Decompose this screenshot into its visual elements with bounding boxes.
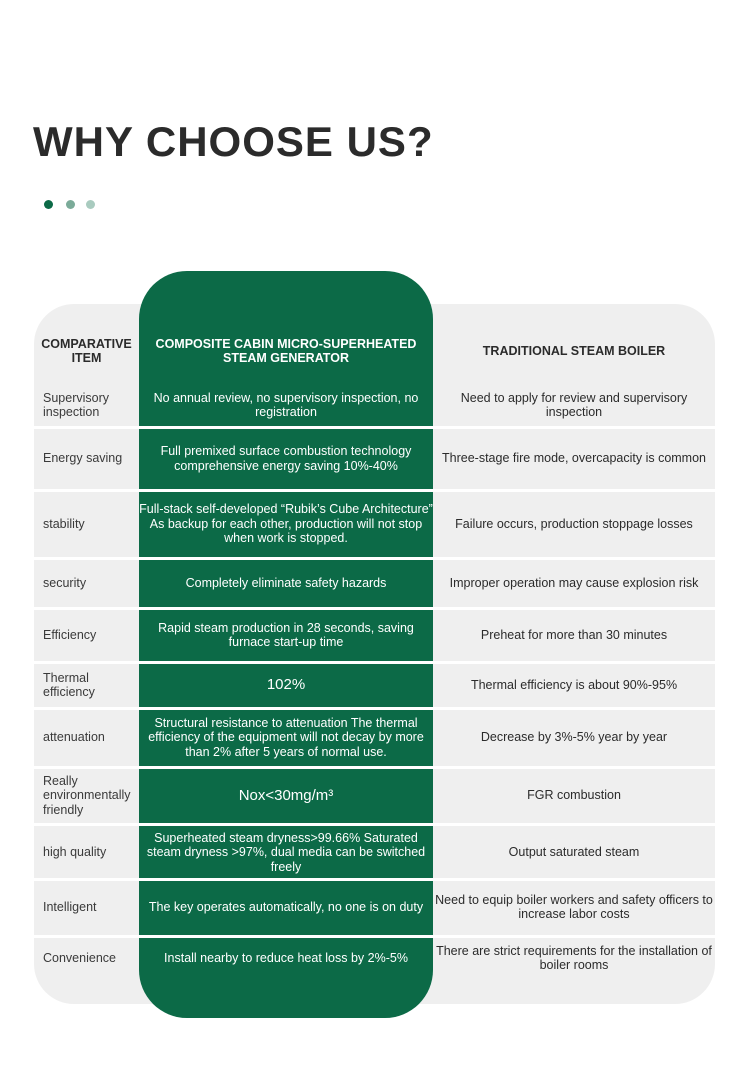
row-theirs-value: Improper operation may cause explosion risk [449,575,699,590]
row-theirs-value: Failure occurs, production stoppage losses [455,516,693,531]
header-item: COMPARATIVE ITEM [41,336,132,365]
dot [66,200,75,209]
row-item-label: Energy saving [43,451,123,466]
row-item-label: security [43,575,87,590]
row-theirs-value: Thermal efficiency is about 90%-95% [470,677,678,692]
row-theirs-value: Output saturated steam [508,845,640,860]
row-theirs-value: Preheat for more than 30 minutes [480,627,668,642]
table-row [34,491,715,557]
row-item-label: Thermal efficiency [43,670,95,699]
header-ours: COMPOSITE CABIN MICRO-SUPERHEATED STEAM GENERATOR [155,336,417,365]
row-ours-value: Nox<30mg/m³ [238,786,334,804]
dot [86,200,95,209]
table-row [34,709,715,766]
row-item-label: Efficiency [43,627,97,642]
row-item-label: attenuation [43,730,105,745]
row-item-label: high quality [43,845,107,860]
table-row [34,768,715,823]
row-item-label: Supervisory inspection [43,390,109,419]
row-ours-value: Full premixed surface combustion technology comprehensive energy saving 10%-40% [160,444,412,473]
table-row [34,880,715,934]
row-ours-value: The key operates automatically, no one is on duty [148,899,424,914]
row-ours-value: Rapid steam production in 28 seconds, saving furnace start-up time [158,620,414,649]
row-theirs-value: There are strict requirements for the installation of boiler rooms [436,943,712,972]
table-row [34,559,715,607]
row-theirs-value: Need to apply for review and supervisory inspection [460,390,688,419]
row-ours-value: Install nearby to reduce heat loss by 2%-5% [164,950,408,965]
row-item-label: Convenience [43,950,116,965]
row-ours-value: 102% [266,676,306,694]
page-title: WHY CHOOSE US? [33,118,434,165]
table-header-row [34,318,715,384]
row-item-label: Intelligent [43,899,97,914]
table-row [34,663,715,707]
dot-active [44,200,53,209]
table-row [34,825,715,880]
table-row [34,937,715,979]
row-ours-value: Completely eliminate safety hazards [185,575,387,590]
row-item-label: Really environmentally friendly [43,773,131,817]
row-ours-value: Full-stack self-developed “Rubik’s Cube Architecture” As backup for each other, production will not stop when work is stopped. [139,502,433,546]
header-theirs: TRADITIONAL STEAM BOILER [482,343,666,358]
row-item-label: stability [43,516,85,531]
row-ours-value: No annual review, no supervisory inspection, no registration [153,390,419,419]
row-ours-value: Superheated steam dryness>99.66% Saturated steam dryness >97%, dual media can be switched freely [146,830,426,874]
row-theirs-value: Three-stage fire mode, overcapacity is common [442,451,706,466]
table-row [34,384,715,426]
table-row [34,428,715,489]
row-theirs-value: Need to equip boiler workers and safety officers to increase labor costs [435,892,713,921]
table-row [34,609,715,661]
row-theirs-value: Decrease by 3%-5% year by year [480,730,668,745]
row-theirs-value: FGR combustion [527,788,621,803]
row-ours-value: Structural resistance to attenuation The thermal efficiency of the equipment will not decay by more than 2% after 5 years of normal use. [148,715,424,759]
